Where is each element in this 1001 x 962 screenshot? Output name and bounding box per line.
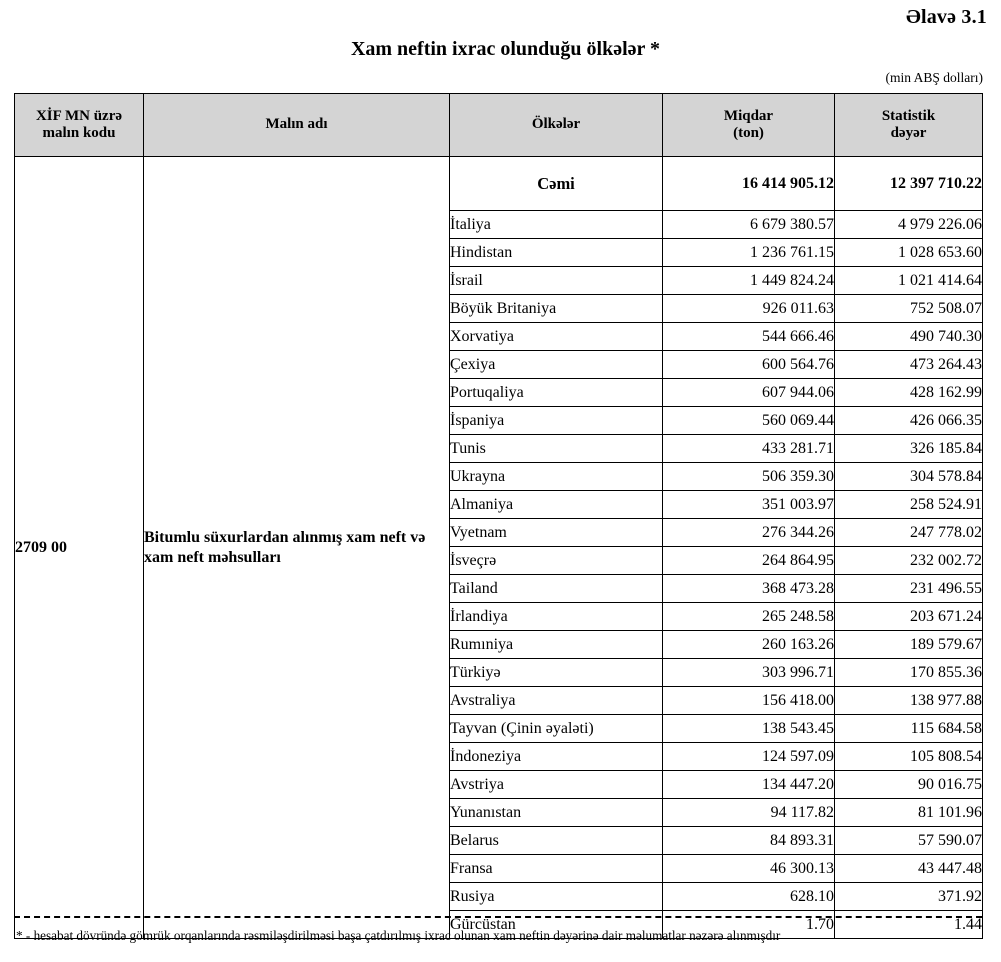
country-value: 1 021 414.64 <box>835 267 983 295</box>
export-countries-table <box>14 93 983 939</box>
country-name: Gürcüstan <box>450 911 663 939</box>
column-header-quantity <box>663 94 835 157</box>
country-quantity: 607 944.06 <box>663 379 835 407</box>
country-quantity: 544 666.46 <box>663 323 835 351</box>
country-quantity: 156 418.00 <box>663 687 835 715</box>
country-quantity: 124 597.09 <box>663 743 835 771</box>
country-name: İndoneziya <box>450 743 663 771</box>
country-quantity: 134 447.20 <box>663 771 835 799</box>
country-name: Çexiya <box>450 351 663 379</box>
country-value: 43 447.48 <box>835 855 983 883</box>
country-name: Avstriya <box>450 771 663 799</box>
column-header-value <box>835 94 983 157</box>
country-value: 426 066.35 <box>835 407 983 435</box>
country-value: 189 579.67 <box>835 631 983 659</box>
table-header-row <box>15 94 983 157</box>
country-value: 81 101.96 <box>835 799 983 827</box>
country-name: Yunanıstan <box>450 799 663 827</box>
footnote-divider <box>14 916 982 918</box>
country-name: Vyetnam <box>450 519 663 547</box>
country-quantity: 84 893.31 <box>663 827 835 855</box>
country-quantity: 368 473.28 <box>663 575 835 603</box>
table-body <box>15 157 983 939</box>
annex-label: Əlavə 3.1 <box>905 6 987 28</box>
country-value: 1.44 <box>835 911 983 939</box>
country-quantity: 303 996.71 <box>663 659 835 687</box>
country-value: 90 016.75 <box>835 771 983 799</box>
table-row-total <box>15 157 983 211</box>
country-name: Rusiya <box>450 883 663 911</box>
country-name: Böyük Britaniya <box>450 295 663 323</box>
table-header <box>15 94 983 157</box>
country-name: Avstraliya <box>450 687 663 715</box>
country-value: 138 977.88 <box>835 687 983 715</box>
country-quantity: 1 449 824.24 <box>663 267 835 295</box>
country-value: 203 671.24 <box>835 603 983 631</box>
country-value: 428 162.99 <box>835 379 983 407</box>
country-quantity: 506 359.30 <box>663 463 835 491</box>
country-quantity: 276 344.26 <box>663 519 835 547</box>
country-value: 752 508.07 <box>835 295 983 323</box>
country-name: Tunis <box>450 435 663 463</box>
country-value: 4 979 226.06 <box>835 211 983 239</box>
country-value: 258 524.91 <box>835 491 983 519</box>
country-name: İrlandiya <box>450 603 663 631</box>
country-value: 115 684.58 <box>835 715 983 743</box>
country-quantity: 351 003.97 <box>663 491 835 519</box>
country-quantity: 433 281.71 <box>663 435 835 463</box>
total-quantity: 16 414 905.12 <box>663 157 835 211</box>
country-quantity: 260 163.26 <box>663 631 835 659</box>
country-name: Portuqaliya <box>450 379 663 407</box>
footnote-text: * - hesabat dövründə gömrük orqanlarında rəsmiləşdirilməsi başa çatdırılmış ixrac olunan xam neftin dəyərinə dair məlumatlar nəzərə alınmışdır <box>16 928 781 943</box>
column-header-value-line2: dəyər <box>890 125 927 141</box>
country-quantity: 94 117.82 <box>663 799 835 827</box>
country-quantity: 926 011.63 <box>663 295 835 323</box>
country-name: İsveçrə <box>450 547 663 575</box>
country-value: 170 855.36 <box>835 659 983 687</box>
column-header-quantity-line2: (ton) <box>733 125 764 141</box>
country-quantity: 46 300.13 <box>663 855 835 883</box>
column-header-value-line1: Statistik <box>881 107 936 124</box>
country-name: Tayvan (Çinin əyaləti) <box>450 715 663 743</box>
country-quantity: 264 864.95 <box>663 547 835 575</box>
country-name: İspaniya <box>450 407 663 435</box>
country-value: 57 590.07 <box>835 827 983 855</box>
country-name: Tailand <box>450 575 663 603</box>
country-value: 490 740.30 <box>835 323 983 351</box>
country-value: 473 264.43 <box>835 351 983 379</box>
country-quantity: 628.10 <box>663 883 835 911</box>
country-value: 231 496.55 <box>835 575 983 603</box>
page-title: Xam neftin ixrac olunduğu ölkələr * <box>350 38 661 60</box>
total-label: Cəmi <box>450 157 663 211</box>
country-name: Almaniya <box>450 491 663 519</box>
country-name: İtaliya <box>450 211 663 239</box>
product-code-cell: 2709 00 <box>15 157 144 939</box>
column-header-code <box>15 94 144 157</box>
country-value: 371.92 <box>835 883 983 911</box>
country-quantity: 1.70 <box>663 911 835 939</box>
country-name: Belarus <box>450 827 663 855</box>
country-quantity: 600 564.76 <box>663 351 835 379</box>
country-quantity: 1 236 761.15 <box>663 239 835 267</box>
country-quantity: 560 069.44 <box>663 407 835 435</box>
country-quantity: 265 248.58 <box>663 603 835 631</box>
country-quantity: 138 543.45 <box>663 715 835 743</box>
unit-note: (min ABŞ dolları) <box>885 70 983 85</box>
column-header-quantity-line1: Miqdar <box>723 107 774 124</box>
country-quantity: 6 679 380.57 <box>663 211 835 239</box>
country-name: Rumıniya <box>450 631 663 659</box>
country-value: 105 808.54 <box>835 743 983 771</box>
country-name: İsrail <box>450 267 663 295</box>
product-name-cell: Bitumlu süxurlardan alınmış xam neft və xam neft məhsulları <box>144 157 450 939</box>
country-value: 1 028 653.60 <box>835 239 983 267</box>
country-name: Fransa <box>450 855 663 883</box>
column-header-code-line2: malın kodu <box>42 125 116 141</box>
column-header-country: Ölkələr <box>450 94 663 157</box>
country-value: 326 185.84 <box>835 435 983 463</box>
country-name: Türkiyə <box>450 659 663 687</box>
country-value: 247 778.02 <box>835 519 983 547</box>
country-value: 232 002.72 <box>835 547 983 575</box>
total-value: 12 397 710.22 <box>835 157 983 211</box>
country-value: 304 578.84 <box>835 463 983 491</box>
column-header-name: Malın adı <box>144 94 450 157</box>
country-name: Hindistan <box>450 239 663 267</box>
country-name: Ukrayna <box>450 463 663 491</box>
country-name: Xorvatiya <box>450 323 663 351</box>
column-header-code-line1: XİF MN üzrə <box>35 107 123 124</box>
